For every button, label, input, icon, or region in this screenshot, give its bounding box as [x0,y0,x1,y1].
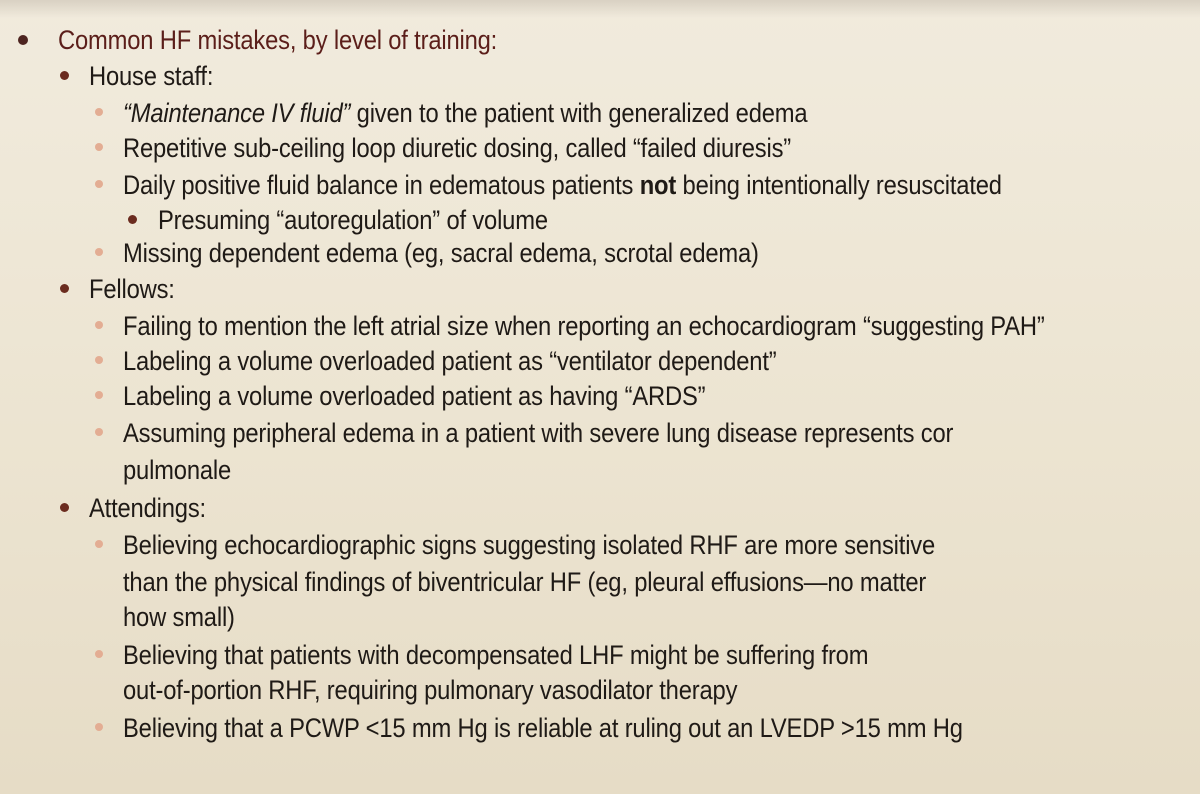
list-bullet [95,650,103,658]
list-item-line: than the physical findings of biventricular HF (eg, pleural effusions—no matter [123,567,927,597]
group-bullet-attendings [60,503,69,512]
list-bullet [95,391,103,399]
list-item-line: pulmonale [123,455,232,485]
list-item-line: Believing that patients with decompensated LHF might be suffering from [123,640,869,670]
list-item: Repetitive sub-ceiling loop diuretic dosing, called “failed diuresis” [123,133,792,163]
list-item: Missing dependent edema (eg, sacral edema, scrotal edema) [123,238,759,268]
list-item-line: Assuming peripheral edema in a patient with severe lung disease represents cor [123,418,954,448]
list-bullet [95,108,103,116]
list-item-emphasis: “Maintenance IV fluid” [123,98,351,128]
sub-list-item: Presuming “autoregulation” of volume [158,205,548,235]
group-label-fellows: Fellows: [89,274,175,304]
list-item-line: out-of-portion RHF, requiring pulmonary vasodilator therapy [123,675,738,705]
group-bullet-fellows [60,284,69,293]
list-bullet [95,540,103,548]
list-item-bold-text: not [639,170,677,200]
list-bullet [95,428,103,436]
list-bullet [95,248,103,256]
title-bullet [18,35,28,45]
list-bullet [95,356,103,364]
list-item: Labeling a volume overloaded patient as “ventilator dependent” [123,346,777,376]
list-item [123,172,1002,199]
list-item-text: Daily positive fluid balance in edematous patients [123,170,640,200]
list-bullet [95,723,103,731]
list-item-line: Believing echocardiographic signs suggesting isolated RHF are more sensitive [123,530,936,560]
page-top-shadow [0,0,1200,18]
list-item: Labeling a volume overloaded patient as having “ARDS” [123,381,706,411]
list-bullet [95,143,103,151]
page-title: Common HF mistakes, by level of training: [58,25,498,55]
list-bullet [95,321,103,329]
list-item-line: how small) [123,602,235,632]
list-item-text: given to the patient with generalized edema [350,98,808,128]
list-item: Believing that a PCWP <15 mm Hg is reliable at ruling out an LVEDP >15 mm Hg [123,713,963,743]
group-label-attendings: Attendings: [89,493,206,523]
list-item: Failing to mention the left atrial size when reporting an echocardiogram “suggesting PAH” [123,311,1045,341]
group-label-house-staff: House staff: [89,61,214,91]
sub-list-bullet [128,215,137,224]
list-bullet [95,180,103,188]
group-bullet-house-staff [60,71,69,80]
list-item-text: being intentionally resuscitated [676,170,1002,200]
list-item [123,100,807,127]
